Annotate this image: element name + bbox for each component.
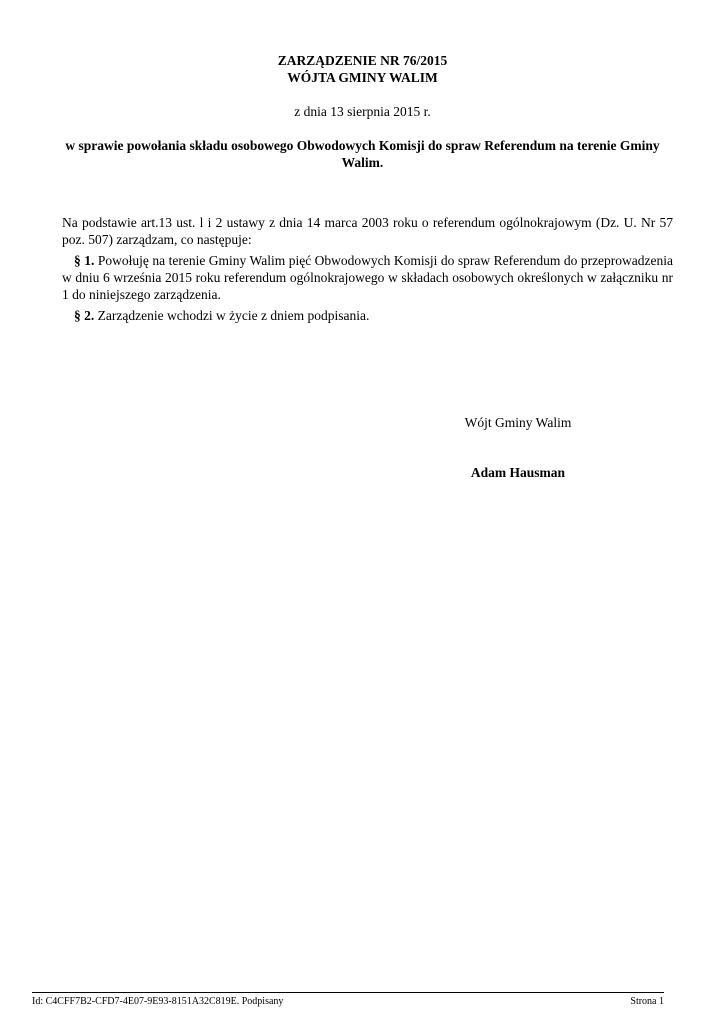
paragraph-2 [62,307,673,324]
paragraph-1 [62,252,673,303]
document-body [62,214,673,328]
title-line-2: WÓJTA GMINY WALIM [287,70,438,85]
title-line-1: ZARZĄDZENIE NR 76/2015 [277,53,448,68]
signatory-title: Wójt Gminy Walim [464,415,572,430]
footer-divider [32,992,664,993]
document-title [0,52,725,86]
footer-page-number: Strona 1 [630,996,664,1007]
paragraph-2-text: Zarządzenie wchodzi w życie z dniem podpisania. [97,308,370,323]
signatory-name: Adam Hausman [470,465,566,480]
preamble: Na podstawie art.13 ust. l i 2 ustawy z dnia 14 marca 2003 roku o referendum ogólnokrajowym (Dz. U. Nr 57 poz. 507) zarządzam, co następuje: [62,215,673,247]
paragraph-1-text: Powołuję na terenie Gminy Walim pięć Obwodowych Komisji do spraw Referendum do przeprowadzenia w dniu 6 września 2015 roku referendum ogólnokrajowego w składach osobowych określonych w załączniku nr 1 do niniejszego zarządzenia. [62,253,674,302]
paragraph-1-number: § 1. [74,253,95,268]
document-subject: w sprawie powołania składu osobowego Obwodowych Komisji do spraw Referendum na terenie Gminy Walim. [65,138,660,170]
footer-document-id: Id: C4CFF7B2-CFD7-4E07-9E93-8151A32C819E. Podpisany [32,996,284,1007]
paragraph-2-number: § 2. [74,308,95,323]
document-date: z dnia 13 sierpnia 2015 r. [294,104,431,119]
